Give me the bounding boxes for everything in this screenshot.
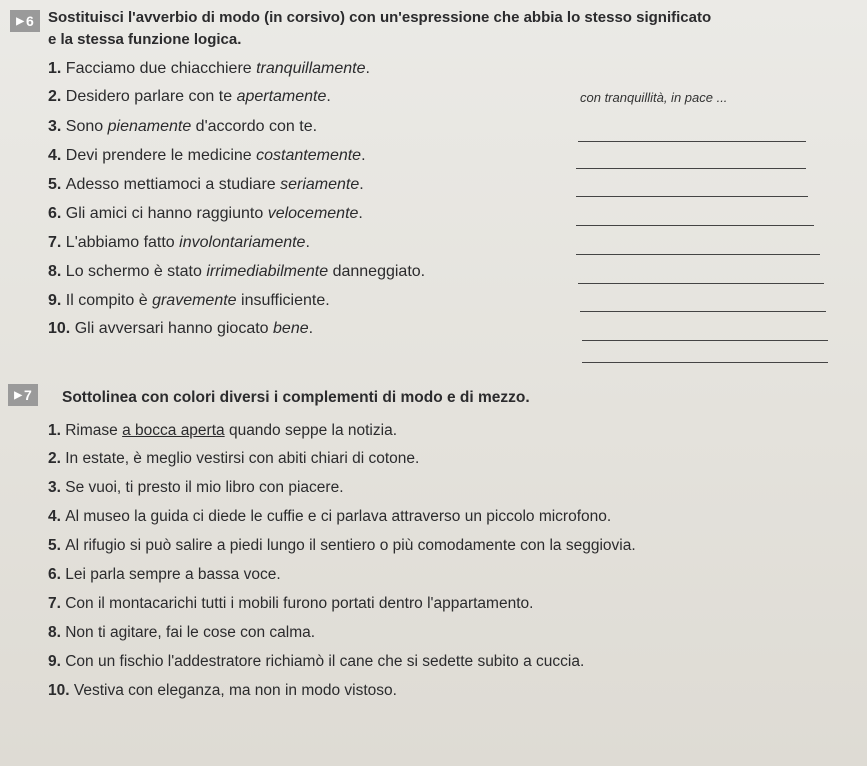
item-number: 5. xyxy=(48,537,66,554)
item-text: Sono xyxy=(65,118,108,135)
exercise-7-item xyxy=(48,450,419,468)
underlined-phrase: a bocca aperta xyxy=(122,422,225,439)
item-number: 1. xyxy=(48,422,66,439)
item-number: 9. xyxy=(48,292,66,309)
answer-line[interactable] xyxy=(576,254,820,255)
item-text: Facciamo due chiacchiere xyxy=(65,60,257,77)
arrow-icon: ▶ xyxy=(16,15,24,27)
item-number: 2. xyxy=(48,450,66,467)
item-text: Al museo la guida ci diede le cuffie e ci parlava attraverso un piccolo microfono. xyxy=(65,508,612,525)
adverb: involontariamente xyxy=(179,234,306,251)
item-text: Con il montacarichi tutti i mobili furono portati dentro l'appartamento. xyxy=(65,595,534,612)
exercise-7-item xyxy=(48,566,281,584)
adverb: pienamente xyxy=(107,118,192,135)
item-text-end: insufficiente. xyxy=(236,292,330,309)
exercise-6-item xyxy=(48,147,366,165)
item-text: Rimase xyxy=(65,422,123,439)
item-number: 7. xyxy=(48,595,66,612)
item-text-end: d'accordo con te. xyxy=(191,118,318,135)
exercise-7-number: 7 xyxy=(23,387,32,403)
item-number: 6. xyxy=(48,205,66,222)
item-text: Lei parla sempre a bassa voce. xyxy=(65,566,281,583)
item-text: Non ti agitare, fai le cose con calma. xyxy=(65,624,316,641)
exercise-6-instruction-line1: Sostituisci l'avverbio di modo (in corsivo) con un'espressione che abbia lo stesso significato xyxy=(48,9,712,26)
item-text-end: quando seppe la notizia. xyxy=(224,422,397,439)
item-text: Adesso mettiamoci a studiare xyxy=(65,176,281,193)
item-number: 3. xyxy=(48,479,66,496)
item-text: Devi prendere le medicine xyxy=(65,147,257,164)
item-number: 4. xyxy=(48,147,66,164)
adverb: velocemente xyxy=(267,205,359,222)
exercise-6-item xyxy=(48,292,330,310)
item-number: 2. xyxy=(48,88,66,105)
item-number: 7. xyxy=(48,234,66,251)
item-text-end: . xyxy=(365,60,370,77)
exercise-7-item xyxy=(48,479,344,497)
exercise-6-item xyxy=(48,234,310,252)
exercise-7-badge xyxy=(8,384,38,406)
exercise-6-number: 6 xyxy=(25,13,34,29)
exercise-6-instruction-line2: e la stessa funzione logica. xyxy=(48,31,242,48)
item-text: Desidero parlare con te xyxy=(65,88,237,105)
answer-line[interactable] xyxy=(580,311,826,312)
item-number: 10. xyxy=(48,320,75,337)
item-text: Lo schermo è stato xyxy=(65,263,207,280)
item-text: L'abbiamo fatto xyxy=(65,234,180,251)
item-number: 6. xyxy=(48,566,66,583)
arrow-icon: ▶ xyxy=(14,389,22,401)
item-text-end: . xyxy=(308,320,314,337)
answer-line[interactable] xyxy=(576,225,814,226)
item-number: 5. xyxy=(48,176,66,193)
adverb: tranquillamente xyxy=(256,60,366,77)
item-text: Gli amici ci hanno raggiunto xyxy=(65,205,268,222)
adverb: apertamente xyxy=(236,88,327,105)
item-text: Con un fischio l'addestratore richiamò il cane che si sedette subito a cuccia. xyxy=(65,653,585,670)
answer-line[interactable] xyxy=(582,362,828,363)
item-text: Vestiva con eleganza, ma non in modo vistoso. xyxy=(73,682,397,699)
item-number: 8. xyxy=(48,624,66,641)
exercise-7-item xyxy=(48,653,584,671)
item-number: 9. xyxy=(48,653,66,670)
item-number: 4. xyxy=(48,508,66,525)
item-number: 8. xyxy=(48,263,66,280)
exercise-7-instruction: Sottolinea con colori diversi i complementi di modo e di mezzo. xyxy=(62,389,530,406)
item-number: 3. xyxy=(48,118,66,135)
example-answer: con tranquillità, in pace ... xyxy=(580,90,728,105)
item-text-end: . xyxy=(305,234,310,251)
item-text: Se vuoi, ti presto il mio libro con piacere. xyxy=(65,479,344,496)
item-text: Al rifugio si può salire a piedi lungo il sentiero o più comodamente con la seggiovia. xyxy=(65,537,636,554)
answer-line[interactable] xyxy=(578,141,806,142)
exercise-6-item xyxy=(48,60,370,78)
adverb: bene xyxy=(273,320,309,337)
adverb: seriamente xyxy=(280,176,360,193)
exercise-7-item xyxy=(48,624,315,642)
exercise-7-item xyxy=(48,422,397,440)
adverb: costantemente xyxy=(256,147,362,164)
item-text-end: . xyxy=(358,205,363,222)
answer-line[interactable] xyxy=(582,340,828,341)
answer-line[interactable] xyxy=(576,196,808,197)
adverb: gravemente xyxy=(152,292,237,309)
exercise-7-item xyxy=(48,595,533,613)
exercise-6-badge xyxy=(10,10,40,32)
exercise-6-item xyxy=(48,176,364,194)
item-text: Gli avversari hanno giocato xyxy=(74,320,274,337)
exercise-6-item xyxy=(48,88,331,106)
exercise-6-item xyxy=(48,320,313,338)
exercise-6-item xyxy=(48,263,425,281)
item-number: 10. xyxy=(48,682,74,699)
item-text-end: . xyxy=(359,176,364,193)
exercise-6-item xyxy=(48,118,317,136)
item-text-end: danneggiato. xyxy=(328,263,426,280)
answer-line[interactable] xyxy=(576,168,806,169)
item-number: 1. xyxy=(48,60,66,77)
exercise-7-item xyxy=(48,682,397,700)
exercise-7-item xyxy=(48,537,636,555)
item-text: Il compito è xyxy=(65,292,153,309)
exercise-7-item xyxy=(48,508,611,526)
item-text-end: . xyxy=(361,147,366,164)
exercise-6-item xyxy=(48,205,363,223)
adverb: irrimediabilmente xyxy=(206,263,329,280)
answer-line[interactable] xyxy=(578,283,824,284)
item-text-end: . xyxy=(326,88,331,105)
item-text: In estate, è meglio vestirsi con abiti chiari di cotone. xyxy=(65,450,420,467)
